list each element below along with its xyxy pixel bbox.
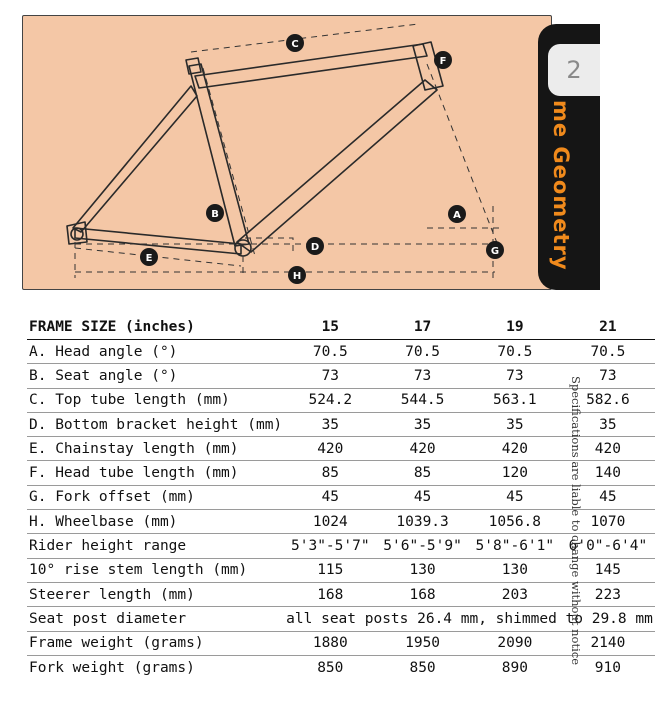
section-title-clip <box>549 100 594 271</box>
label-g-badge <box>486 241 504 259</box>
row-value: 73 <box>284 364 376 388</box>
table-row <box>27 364 655 388</box>
row-value: 115 <box>284 558 376 582</box>
row-value: 1950 <box>376 631 468 655</box>
row-value: 5'6"-5'9" <box>376 534 468 558</box>
row-value: 2140 <box>561 631 655 655</box>
row-value: 73 <box>376 364 468 388</box>
label-e-badge <box>140 248 158 266</box>
row-value: 890 <box>501 659 528 676</box>
section-number: 2 <box>548 44 600 96</box>
row-value: 120 <box>469 461 561 485</box>
section-title: me Geometry <box>549 100 573 271</box>
row-value: 5'8"-6'1" <box>469 534 561 558</box>
table-row <box>27 485 655 509</box>
row-value: 1024 <box>284 510 376 534</box>
row-label: Fork weight (grams) <box>29 659 195 676</box>
label-a-badge <box>448 205 466 223</box>
row-value: 35 <box>469 412 561 436</box>
table-row <box>27 607 655 631</box>
row-value: 420 <box>469 437 561 461</box>
frame-geometry-diagram <box>22 15 552 290</box>
row-label: A. Head angle (°) <box>27 340 284 364</box>
row-label: G. Fork offset (mm) <box>27 485 284 509</box>
row-value: 130 <box>376 558 468 582</box>
row-value: 524.2 <box>284 388 376 412</box>
row-value: 73 <box>469 364 561 388</box>
row-value: 45 <box>376 485 468 509</box>
row-label: D. Bottom bracket height (mm) <box>27 412 284 436</box>
frame-drawing <box>23 16 553 291</box>
row-value: 1056.8 <box>469 510 561 534</box>
row-value: 70.5 <box>469 340 561 364</box>
row-value: 6'0"-6'4" <box>561 534 655 558</box>
row-value: 2090 <box>469 631 561 655</box>
specifications-notice: Specifications are liable to change without notice <box>569 376 583 666</box>
row-value: 85 <box>376 461 468 485</box>
row-value: 1039.3 <box>376 510 468 534</box>
header-size-21: 21 <box>561 315 655 340</box>
table-row <box>27 631 655 655</box>
table-header-row <box>27 315 655 340</box>
row-value: 420 <box>284 437 376 461</box>
chain-stay <box>75 228 241 254</box>
label-b-badge <box>206 204 224 222</box>
table-row <box>27 437 655 461</box>
row-value: 420 <box>561 437 655 461</box>
row-value: 45 <box>561 485 655 509</box>
row-value: 1070 <box>561 510 655 534</box>
row-label: H. Wheelbase (mm) <box>27 510 284 534</box>
row-value: 140 <box>561 461 655 485</box>
bottom-bracket <box>235 240 251 256</box>
label-a: A <box>453 210 461 221</box>
label-c-badge <box>286 34 304 52</box>
table-row <box>27 461 655 485</box>
table-row <box>27 655 655 679</box>
down-tube <box>237 80 437 252</box>
row-label: Frame weight (grams) <box>27 631 284 655</box>
row-value: 70.5 <box>284 340 376 364</box>
row-label: Seat post diameter <box>27 607 284 631</box>
row-value: 130 <box>469 558 561 582</box>
row-value: 1880 <box>284 631 376 655</box>
label-d-badge <box>306 237 324 255</box>
label-e: E <box>145 253 153 264</box>
top-tube <box>195 44 427 88</box>
row-value: 45 <box>284 485 376 509</box>
row-value: 73 <box>561 364 655 388</box>
row-label: 10° rise stem length (mm) <box>27 558 284 582</box>
row-value: 420 <box>376 437 468 461</box>
table-row <box>27 582 655 606</box>
row-value: 582.6 <box>561 388 655 412</box>
row-label: Rider height range <box>27 534 284 558</box>
frame-spec-table <box>27 315 655 679</box>
row-value: 168 <box>284 582 376 606</box>
row-label: C. Top tube length (mm) <box>27 388 284 412</box>
header-size-17: 17 <box>376 315 468 340</box>
row-value: 35 <box>561 412 655 436</box>
table-row <box>27 340 655 364</box>
row-value: 145 <box>561 558 655 582</box>
label-c: C <box>291 39 299 50</box>
table-row <box>27 558 655 582</box>
table-row <box>27 388 655 412</box>
row-value: 910 <box>594 659 621 676</box>
row-value: 5'3"-5'7" <box>284 534 376 558</box>
row-value: 223 <box>561 582 655 606</box>
label-g: G <box>490 246 500 257</box>
row-value: 850 <box>317 659 344 676</box>
side-note-container <box>562 370 586 666</box>
row-value: 35 <box>284 412 376 436</box>
row-label: Steerer length (mm) <box>27 582 284 606</box>
header-frame-size: FRAME SIZE (inches) <box>27 315 284 340</box>
label-h-badge <box>288 266 306 284</box>
table-row <box>27 510 655 534</box>
label-f: F <box>439 56 447 67</box>
row-value: 35 <box>376 412 468 436</box>
row-value: 85 <box>284 461 376 485</box>
row-label: E. Chainstay length (mm) <box>27 437 284 461</box>
header-size-15: 15 <box>284 315 376 340</box>
table-row <box>27 412 655 436</box>
row-value: 544.5 <box>376 388 468 412</box>
table-row <box>27 534 655 558</box>
row-label: B. Seat angle (°) <box>27 364 284 388</box>
label-h: H <box>292 271 302 282</box>
row-value: 203 <box>469 582 561 606</box>
label-b: B <box>211 209 219 220</box>
label-f-badge <box>434 51 452 69</box>
row-value: 70.5 <box>376 340 468 364</box>
label-d: D <box>310 242 320 253</box>
row-label: F. Head tube length (mm) <box>27 461 284 485</box>
row-value: 563.1 <box>469 388 561 412</box>
row-value: 850 <box>409 659 436 676</box>
row-value: 45 <box>469 485 561 509</box>
header-size-19: 19 <box>469 315 561 340</box>
row-value-span: all seat posts 26.4 mm, shimmed to 29.8 mm <box>284 607 655 631</box>
row-value: 168 <box>376 582 468 606</box>
seat-stay <box>73 86 197 232</box>
row-value: 70.5 <box>561 340 655 364</box>
